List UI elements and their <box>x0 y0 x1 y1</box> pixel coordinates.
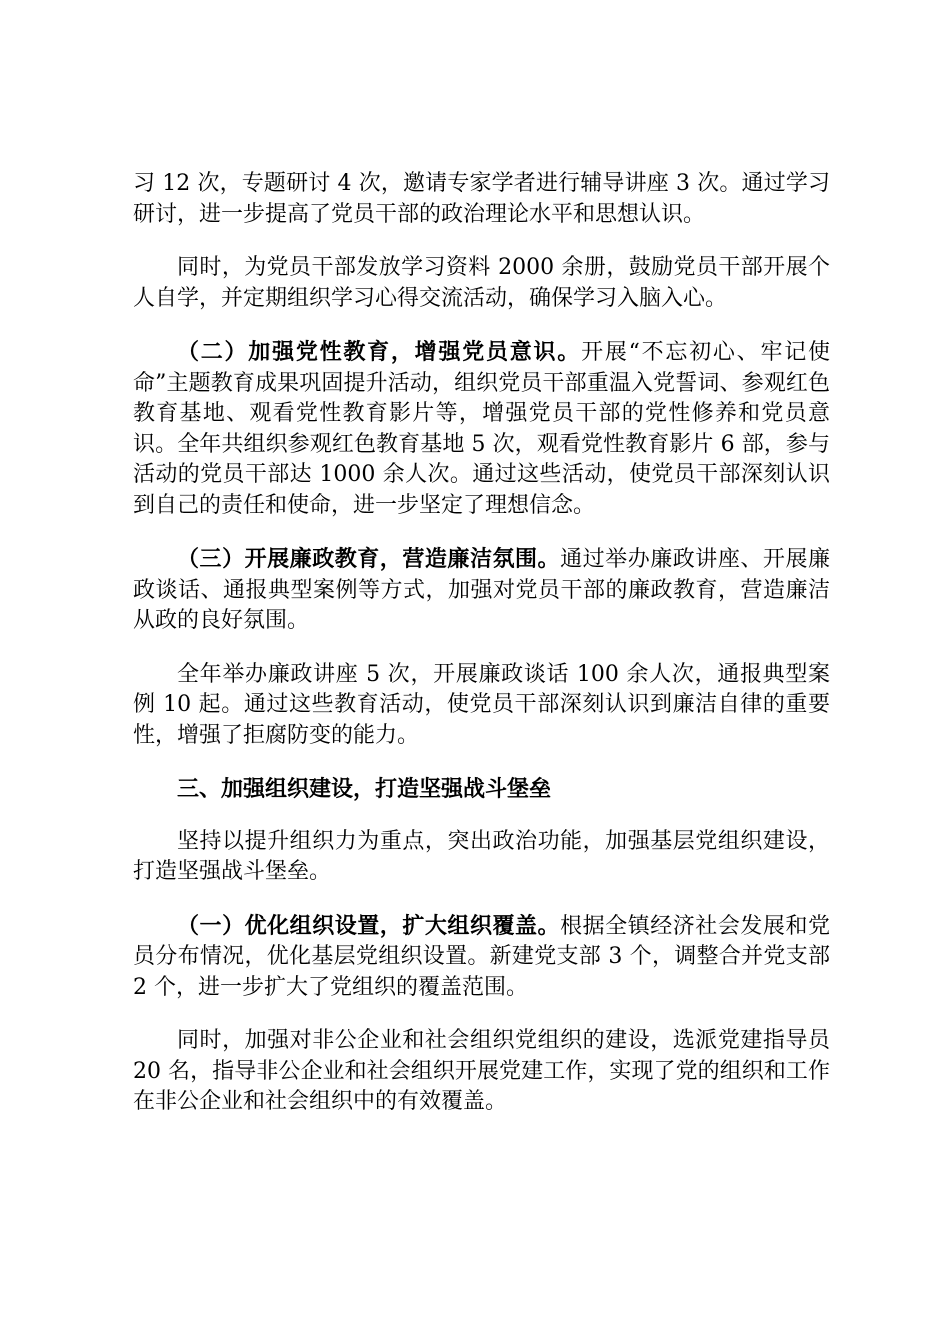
paragraph-nonpublic-coverage <box>133 1026 830 1118</box>
paragraph-study-summary <box>133 169 830 230</box>
paragraph-text: 开展“不忘初心、牢记使命”主题教育成果巩固提升活动，组织党员干部重温入党誓词、参观红色教育基地、观看党性教育影片等，增强党员干部的党性修养和党员意识。全年共组织参观红色教育基地 5 次，观看党性教育影片 6 部，参与活动的党员干部达 1000 余人次。通过这些活动，使党员干部深刻认识到自己的责任和使命，进一步坚定了理想信念。 <box>133 340 830 518</box>
paragraph-party-spirit-education <box>133 337 830 521</box>
document-body <box>133 169 830 1141</box>
paragraph-lead-heading: （三）开展廉政教育，营造廉洁氛围。 <box>177 546 561 572</box>
paragraph-text: 同时，加强对非公企业和社会组织党组织的建设，选派党建指导员 20 名，指导非公企业和社会组织开展党建工作，实现了党的组织和工作在非公企业和社会组织中的有效覆盖。 <box>133 1028 830 1114</box>
paragraph-study-materials <box>133 253 830 314</box>
paragraph-integrity-results <box>133 660 830 752</box>
paragraph-text: 坚持以提升组织力为重点，突出政治功能，加强基层党组织建设，打造坚强战斗堡垒。 <box>133 828 830 884</box>
paragraph-integrity-education <box>133 544 830 637</box>
section-heading: 三、加强组织建设，打造坚强战斗堡垒 <box>177 776 552 802</box>
paragraph-text: 习 12 次，专题研讨 4 次，邀请专家学者进行辅导讲座 3 次。通过学习研讨，进一步提高了党员干部的政治理论水平和思想认识。 <box>133 171 830 227</box>
paragraph-text: 全年举办廉政讲座 5 次，开展廉政谈话 100 余人次，通报典型案例 10 起。通过这些教育活动，使党员干部深刻认识到廉洁自律的重要性，增强了拒腐防变的能力。 <box>133 661 830 748</box>
paragraph-lead-heading: （二）加强党性教育，增强党员意识。 <box>177 339 582 365</box>
paragraph-organization-setup <box>133 911 830 1004</box>
paragraph-section-intro <box>133 827 830 888</box>
paragraph-text: 根据全镇经济社会发展和党员分布情况，优化基层党组织设置。新建党支部 3 个，调整合并党支部 2 个，进一步扩大了党组织的覆盖范围。 <box>133 913 830 1000</box>
paragraph-text: 同时，为党员干部发放学习资料 2000 余册，鼓励党员干部开展个人自学，并定期组织学习心得交流活动，确保学习入脑入心。 <box>133 255 830 311</box>
paragraph-lead-heading: （一）优化组织设置，扩大组织覆盖。 <box>177 912 561 939</box>
paragraph-text: 通过举办廉政讲座、开展廉政谈话、通报典型案例等方式，加强对党员干部的廉政教育，营造廉洁从政的良好氛围。 <box>133 547 830 633</box>
